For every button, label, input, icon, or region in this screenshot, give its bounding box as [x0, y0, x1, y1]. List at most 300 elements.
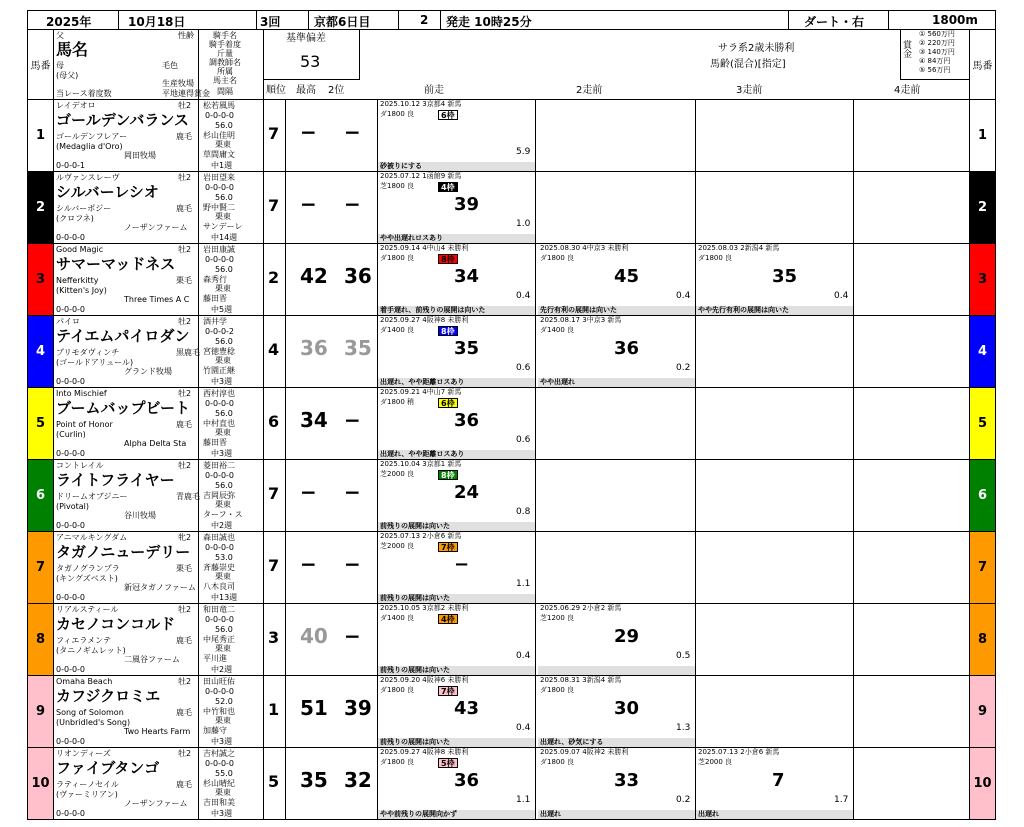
past-race-2[interactable]	[538, 676, 696, 747]
trainer-name: 斉藤崇史	[203, 563, 235, 572]
past-race-3[interactable]	[696, 748, 854, 819]
base-deviation-value: 53	[300, 52, 321, 71]
horse-name[interactable]: タガノニューデリー	[56, 543, 191, 561]
prize-label: 賞金	[903, 41, 913, 60]
race-record: 0-0-0-0	[56, 521, 86, 530]
past-race-1[interactable]	[378, 748, 536, 819]
prize-1: ① 560万円	[919, 30, 955, 38]
past-race-header: 2025.09.14 4中山4 未勝利	[380, 244, 469, 252]
jockey-record: 0-0-0-0	[205, 183, 235, 192]
past-race-2[interactable]	[538, 244, 696, 315]
sex-age: 牡2	[178, 677, 192, 686]
affiliation: 栗東	[215, 788, 231, 797]
past-race-condition: ダ1800 良	[380, 758, 415, 766]
past-race-comment: 出遅れ	[696, 810, 853, 819]
rank: 7	[268, 556, 280, 575]
second-score: −	[344, 120, 361, 144]
past-race-condition: 芝2000 良	[380, 542, 415, 550]
race-record: 0-0-0-0	[56, 665, 86, 674]
label-owner: 馬主名	[213, 76, 237, 85]
past-race-comment: やや先行有利の展開は向いた	[696, 306, 853, 315]
breeder: Three Times A C	[124, 295, 190, 304]
jockey-name: 森田誠也	[203, 533, 235, 542]
owner-name: 八木良司	[203, 582, 235, 591]
horse-row[interactable]	[27, 676, 996, 748]
race-start: 発走 10時25分	[446, 15, 532, 29]
horse-name[interactable]: テイエムパイロダン	[56, 327, 190, 345]
sire-name: Good Magic	[56, 245, 104, 254]
past-race-condition: ダ1400 良	[540, 326, 575, 334]
past-race-comment: 出遅れ	[538, 810, 695, 819]
past-race-3[interactable]	[696, 172, 854, 243]
past-score: 7	[772, 770, 785, 791]
horse-row[interactable]	[27, 532, 996, 604]
race-class: サラ系2歳未勝利	[718, 43, 795, 54]
past-race-3[interactable]	[696, 316, 854, 387]
rank: 7	[268, 484, 280, 503]
race-record: 0-0-0-0	[56, 737, 86, 746]
breeder: Two Hearts Farm	[124, 727, 191, 736]
uma-label-right: 馬番	[969, 30, 995, 99]
trainer-name: 杉山晴紀	[203, 779, 235, 788]
past-race-4[interactable]	[854, 100, 971, 171]
label-last-record: 当レース着度数	[56, 89, 112, 98]
dam-sire: (タニノギムレット)	[56, 646, 126, 655]
past-race-header: 2025.10.12 3京都4 新馬	[380, 100, 462, 108]
trainer-name: 中尾秀正	[203, 635, 235, 644]
past-race-condition: ダ1800 良	[540, 254, 575, 262]
sex-age: 牡2	[178, 749, 192, 758]
best-score: 42	[300, 264, 328, 288]
label-weight: 斤量	[217, 49, 233, 58]
coat-color: 栗毛	[176, 276, 192, 285]
past-rating: 0.6	[516, 435, 531, 445]
weight: 53.0	[215, 553, 233, 562]
label-sex-age: 性齢	[178, 31, 194, 40]
past-score: 35	[454, 338, 480, 359]
past-race-condition: 芝1200 良	[540, 614, 575, 622]
past-race-comment: 出遅れ、やや距離ロスあり	[378, 450, 535, 459]
column-header	[27, 30, 996, 100]
horse-name[interactable]: ゴールデンバランス	[56, 111, 189, 129]
past-rating: 1.3	[676, 723, 691, 733]
horse-number: 7	[28, 532, 54, 603]
race-record: 0-0-0-0	[56, 809, 86, 818]
breeder: 二風谷ファーム	[124, 655, 180, 664]
dam-name: ラティーノセイル	[56, 780, 119, 789]
coat-color: 鹿毛	[176, 780, 192, 789]
interval: 中3週	[211, 737, 233, 746]
sex-age: 牡2	[178, 245, 192, 254]
best-score: −	[300, 192, 317, 216]
dam-name: Point of Honor	[56, 420, 113, 429]
past-score: −	[454, 554, 470, 575]
breeder: グランド牧場	[124, 367, 172, 376]
horse-number-right: 8	[969, 604, 995, 675]
horse-number-right: 2	[969, 172, 995, 243]
frame-badge: 7枠	[438, 542, 458, 552]
weight: 56.0	[215, 625, 233, 634]
past-race-3[interactable]	[696, 532, 854, 603]
horse-row[interactable]	[27, 460, 996, 532]
dam-sire: (ヴァーミリアン)	[56, 790, 118, 799]
past-score: 36	[454, 770, 480, 791]
past-race-header: 2025.09.20 4阪神6 未勝利	[380, 676, 469, 684]
trainer-name: 中竹和也	[203, 707, 235, 716]
best-score: 40	[300, 624, 328, 648]
label-breeder: 生産牧場	[162, 79, 194, 88]
frame-badge: 4枠	[438, 182, 458, 192]
horse-number: 3	[28, 244, 54, 315]
jockey-record: 0-0-0-0	[205, 255, 235, 264]
past-rating: 0.5	[676, 651, 691, 661]
horse-row[interactable]	[27, 244, 996, 316]
past-race-condition: ダ1400 良	[380, 326, 415, 334]
jockey-record: 0-0-0-2	[205, 327, 235, 336]
past-race-1[interactable]	[378, 604, 536, 675]
coat-color: 鹿毛	[176, 708, 192, 717]
frame-badge: 7枠	[438, 686, 458, 696]
second-score: −	[344, 408, 361, 432]
past-race-3[interactable]	[696, 460, 854, 531]
owner-name: 吉田和美	[203, 798, 235, 807]
past-rating: 0.6	[516, 363, 531, 373]
dam-name: Song of Solomon	[56, 708, 124, 717]
interval: 中3週	[211, 377, 233, 386]
horse-row[interactable]	[27, 604, 996, 676]
past-score: 30	[614, 698, 640, 719]
coat-color: 青鹿毛	[176, 492, 200, 501]
trainer-name: 吉岡辰弥	[203, 491, 235, 500]
past-rating: 0.4	[516, 651, 531, 661]
horse-name[interactable]: ブームバップビート	[56, 399, 190, 417]
past-race-condition: 芝1800 良	[380, 182, 415, 190]
label-trainer: 調教師名	[209, 58, 241, 67]
breeder: ノーザンファーム	[124, 799, 188, 808]
past-rating: 1.1	[516, 795, 531, 805]
past-race-condition: ダ1800 稍	[380, 398, 415, 406]
horse-row[interactable]	[27, 388, 996, 460]
past-race-2[interactable]	[538, 532, 696, 603]
horse-name[interactable]: カセノコンコルド	[56, 615, 176, 633]
interval: 中14週	[211, 233, 238, 242]
best-score: −	[300, 480, 317, 504]
dam-sire: (Curlin)	[56, 430, 86, 439]
sire-name: パイロ	[56, 317, 80, 326]
weight: 56.0	[215, 481, 233, 490]
horse-name[interactable]: ファイブタンゴ	[56, 759, 160, 777]
horse-number-right: 10	[969, 748, 995, 819]
horse-row[interactable]	[27, 172, 996, 244]
label-avg-prize: 平地連得賞金	[162, 89, 210, 98]
past-race-comment: 着手遅れ、前残りの展開は向いた	[378, 306, 535, 315]
second-score: −	[344, 552, 361, 576]
weight: 56.0	[215, 337, 233, 346]
owner-name: 草間庸文	[203, 150, 235, 159]
race-condition: 馬齢(混合)[指定]	[710, 59, 786, 70]
frame-badge: 8枠	[438, 326, 458, 336]
past-race-4[interactable]	[854, 676, 971, 747]
past-score: 36	[454, 410, 480, 431]
frame-badge: 6枠	[438, 398, 458, 408]
past-race-2[interactable]	[538, 316, 696, 387]
race-venue: 京都6日目	[314, 15, 371, 29]
past-race-2[interactable]	[538, 388, 696, 459]
trainer-name: 宮徳豊稔	[203, 347, 235, 356]
past-rating: 1.1	[516, 579, 531, 589]
breeder: 新冠タガノファーム	[124, 583, 196, 592]
past-rating: 1.0	[516, 219, 531, 229]
past-race-header: 2025.09.07 4阪神2 未勝利	[540, 748, 629, 756]
past-race-comment: 出遅れ、やや距離ロスあり	[378, 378, 535, 387]
past-race-comment: 出遅れ、砂気にする	[538, 738, 695, 747]
second-score: 35	[344, 336, 372, 360]
label-rank: 順位	[266, 85, 286, 96]
label-father: 父	[56, 31, 64, 40]
race-record: 0-0-0-0	[56, 305, 86, 314]
coat-color: 鹿毛	[176, 420, 192, 429]
past-race-comment	[538, 666, 695, 675]
label-affiliation: 所属	[217, 67, 233, 76]
race-kai: 3回	[260, 15, 281, 29]
past-race-comment: 砂被りにする	[378, 162, 535, 171]
past-rating: 0.4	[516, 291, 531, 301]
owner-name: サンデーレ	[203, 222, 243, 231]
label-past1: 前走	[424, 85, 444, 96]
trainer-name: 森秀行	[203, 275, 227, 284]
dam-name: シルバーポジー	[56, 204, 112, 213]
rank: 5	[268, 772, 280, 791]
rank: 4	[268, 340, 280, 359]
horse-number-right: 9	[969, 676, 995, 747]
past-score: 36	[614, 338, 640, 359]
second-score: 39	[344, 696, 372, 720]
past-race-condition: ダ1800 良	[540, 686, 575, 694]
frame-badge: 6枠	[438, 110, 458, 120]
frame-badge: 4枠	[438, 614, 458, 624]
affiliation: 栗東	[215, 356, 231, 365]
past-race-condition: ダ1800 良	[380, 686, 415, 694]
past-race-comment: 前残りの展開は向いた	[378, 522, 535, 531]
past-rating: 0.4	[516, 723, 531, 733]
sire-name: Into Mischief	[56, 389, 107, 398]
horse-name[interactable]: サマーマッドネス	[56, 255, 176, 273]
prize-box	[900, 30, 970, 80]
past-race-4[interactable]	[854, 748, 971, 819]
prize-2: ② 220万円	[919, 39, 955, 47]
past-race-4[interactable]	[854, 388, 971, 459]
breeder: Alpha Delta Sta	[124, 439, 187, 448]
past-race-3[interactable]	[696, 604, 854, 675]
past-race-1[interactable]	[378, 172, 536, 243]
past-score: 43	[454, 698, 480, 719]
past-race-4[interactable]	[854, 460, 971, 531]
dam-name: タガノグランプラ	[56, 564, 120, 573]
weight: 56.0	[215, 193, 233, 202]
best-score: 51	[300, 696, 328, 720]
past-race-3[interactable]	[696, 244, 854, 315]
past-race-header: 2025.06.29 2小倉2 新馬	[540, 604, 622, 612]
past-race-1[interactable]	[378, 532, 536, 603]
sire-name: コントレイル	[56, 461, 104, 470]
horse-number: 10	[28, 748, 54, 819]
prize-3: ③ 140万円	[919, 48, 955, 56]
weight: 56.0	[215, 265, 233, 274]
best-score: 36	[300, 336, 328, 360]
owner-name: 藤田晋	[203, 438, 227, 447]
interval: 中2週	[211, 665, 233, 674]
past-race-2[interactable]	[538, 172, 696, 243]
dam-sire: (クロフネ)	[56, 214, 94, 223]
sire-name: Omaha Beach	[56, 677, 113, 686]
past-race-4[interactable]	[854, 604, 971, 675]
past-score: 45	[614, 266, 640, 287]
sex-age: 牡2	[178, 461, 192, 470]
past-race-comment: 前残りの展開は向いた	[378, 666, 535, 675]
jockey-record: 0-0-0-0	[205, 759, 235, 768]
rank: 6	[268, 412, 280, 431]
label-jockey: 騎手名	[213, 31, 237, 40]
second-score: 36	[344, 264, 372, 288]
horse-name[interactable]: ライトフライヤー	[56, 471, 175, 489]
second-score: −	[344, 480, 361, 504]
best-score: −	[300, 120, 317, 144]
past-race-condition: ダ1800 良	[698, 254, 733, 262]
label-jockey-record: 騎手着度	[209, 40, 241, 49]
coat-color: 栗毛	[176, 564, 192, 573]
dam-name: フィエラメンテ	[56, 636, 112, 645]
race-record: 0-0-0-1	[56, 161, 86, 170]
jockey-record: 0-0-0-0	[205, 687, 235, 696]
past-race-header: 2025.09.27 4阪神8 未勝利	[380, 748, 469, 756]
race-record: 0-0-0-0	[56, 593, 86, 602]
past-score: 34	[454, 266, 480, 287]
past-race-1[interactable]	[378, 316, 536, 387]
rank: 3	[268, 628, 280, 647]
sex-age: 牡2	[178, 317, 192, 326]
jockey-name: 岩田望来	[203, 173, 235, 182]
past-race-condition: ダ1800 良	[380, 110, 415, 118]
past-race-3[interactable]	[696, 676, 854, 747]
jockey-record: 0-0-0-0	[205, 615, 235, 624]
interval: 中3週	[211, 809, 233, 818]
horse-row[interactable]	[27, 748, 996, 820]
affiliation: 栗東	[215, 140, 231, 149]
trainer-name: 杉山佳明	[203, 131, 235, 140]
jockey-record: 0-0-0-0	[205, 543, 235, 552]
race-distance: 1800m	[932, 13, 978, 27]
weight: 56.0	[215, 409, 233, 418]
label-past2: 2走前	[576, 85, 603, 96]
weight: 52.0	[215, 697, 233, 706]
horse-name[interactable]: カフジクロミエ	[56, 687, 161, 705]
race-number: 2	[420, 13, 429, 27]
past-race-condition: 芝2000 良	[380, 470, 415, 478]
weight: 55.0	[215, 769, 233, 778]
label-past4: 4走前	[894, 85, 921, 96]
frame-badge: 5枠	[438, 758, 458, 768]
past-rating: 0.2	[676, 363, 691, 373]
past-race-2[interactable]	[538, 748, 696, 819]
past-race-4[interactable]	[854, 244, 971, 315]
sire-name: リオンディーズ	[56, 749, 111, 758]
past-race-comment: 先行有利の展開は向いた	[538, 306, 695, 315]
coat-color: 黒鹿毛	[176, 348, 200, 357]
past-race-3[interactable]	[696, 388, 854, 459]
prize-4: ④ 84万円	[919, 57, 951, 65]
past-race-4[interactable]	[854, 532, 971, 603]
sire-name: ルヴァンスレーヴ	[56, 173, 120, 182]
past-race-1[interactable]	[378, 460, 536, 531]
sex-age: 牡2	[178, 101, 192, 110]
past-race-1[interactable]	[378, 388, 536, 459]
owner-name: 平川進	[203, 654, 227, 663]
affiliation: 栗東	[215, 428, 231, 437]
past-race-2[interactable]	[538, 100, 696, 171]
past-race-1[interactable]	[378, 100, 536, 171]
past-rating: 1.7	[834, 795, 849, 805]
sex-age: 牝2	[178, 533, 192, 542]
horse-number: 9	[28, 676, 54, 747]
second-score: 32	[344, 768, 372, 792]
horse-row[interactable]	[27, 316, 996, 388]
horse-number: 8	[28, 604, 54, 675]
past-rating: 0.4	[834, 291, 849, 301]
past-race-4[interactable]	[854, 316, 971, 387]
best-score: 35	[300, 768, 328, 792]
affiliation: 栗東	[215, 716, 231, 725]
sire-name: アニマルキングダム	[56, 533, 128, 542]
past-race-1[interactable]	[378, 676, 536, 747]
past-race-header: 2025.08.30 4中京3 未勝利	[540, 244, 629, 252]
past-race-2[interactable]	[538, 460, 696, 531]
jockey-name: 岩田康誠	[203, 245, 235, 254]
sex-age: 牡2	[178, 389, 192, 398]
past-race-header: 2025.10.04 3京都1 新馬	[380, 460, 462, 468]
breeder: 谷川牧場	[124, 511, 156, 520]
horse-name[interactable]: シルバーレシオ	[56, 183, 159, 201]
past-race-1[interactable]	[378, 244, 536, 315]
frame-badge: 8枠	[438, 254, 458, 264]
jockey-name: 和田竜二	[203, 605, 235, 614]
dam-name: ゴールデンフレアー	[56, 132, 128, 141]
label-mother: 母	[56, 61, 64, 70]
uma-label-left: 馬番	[28, 30, 54, 99]
horse-number: 6	[28, 460, 54, 531]
horse-row[interactable]	[27, 100, 996, 172]
past-race-comment: やや出遅れロスあり	[378, 234, 535, 243]
past-race-2[interactable]	[538, 604, 696, 675]
trainer-name: 野中賢二	[203, 203, 235, 212]
past-race-comment: 前残りの展開は向いた	[378, 594, 535, 603]
prize-5: ⑤ 56万円	[919, 66, 951, 74]
label-past3: 3走前	[736, 85, 763, 96]
interval: 中3週	[211, 449, 233, 458]
past-race-4[interactable]	[854, 172, 971, 243]
past-race-comment: やや出遅れ	[538, 378, 695, 387]
past-race-3[interactable]	[696, 100, 854, 171]
past-score: 24	[454, 482, 480, 503]
dam-sire: (Kitten's Joy)	[56, 286, 107, 295]
past-race-condition: ダ1400 良	[380, 614, 415, 622]
past-race-header: 2025.09.27 4阪神8 未勝利	[380, 316, 469, 324]
horse-number-right: 4	[969, 316, 995, 387]
horse-number-right: 6	[969, 460, 995, 531]
past-race-header: 2025.08.17 3中京3 新馬	[540, 316, 622, 324]
coat-color: 鹿毛	[176, 636, 192, 645]
label-second: 2位	[328, 85, 345, 96]
label-coat: 毛色	[162, 61, 178, 70]
